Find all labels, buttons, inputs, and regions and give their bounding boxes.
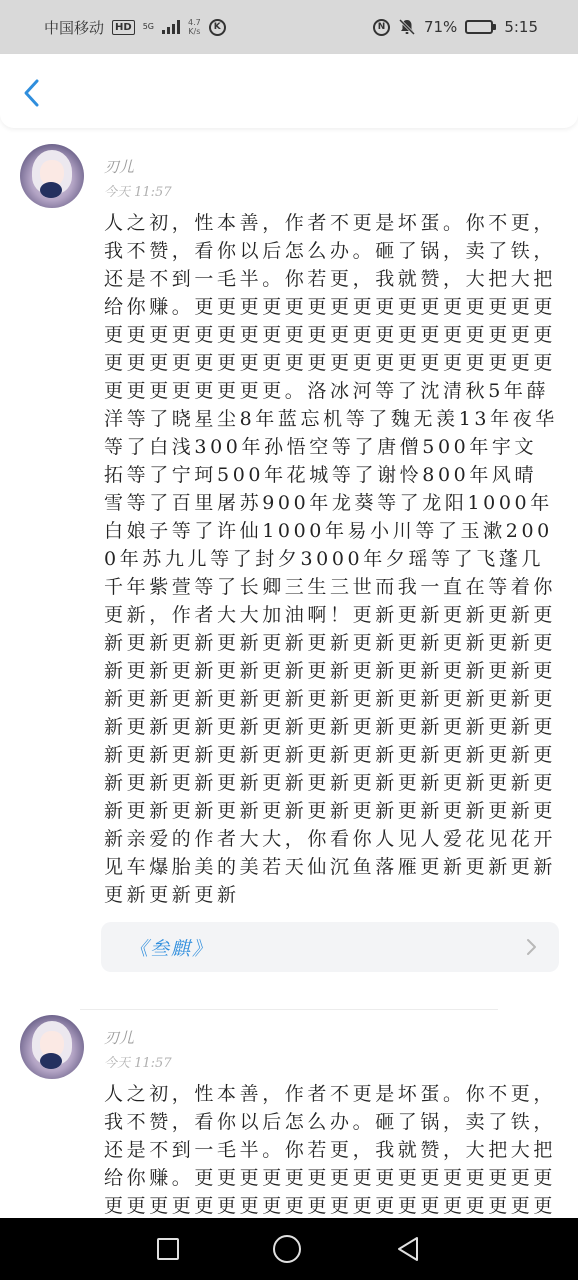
nfc-icon: N [373, 19, 390, 36]
k-app-icon: K [209, 19, 226, 36]
comment-feed [0, 128, 578, 1218]
book-title: 《叁麒》 [129, 937, 214, 960]
speed-unit: K/s [188, 27, 201, 36]
clock: 5:15 [504, 18, 538, 36]
speed-value: 4.7 [187, 18, 201, 27]
status-right [373, 18, 538, 36]
author-name[interactable]: 刃儿 [104, 158, 135, 176]
chevron-left-icon [21, 78, 41, 108]
home-button[interactable] [273, 1235, 301, 1263]
post-time: 今天 11:57 [104, 185, 172, 200]
recent-apps-button[interactable] [157, 1238, 179, 1260]
battery-percent: 71% [423, 18, 458, 36]
battery-icon [465, 20, 496, 34]
network-type: 5G [142, 22, 154, 31]
carrier-label: 中国移动 [44, 18, 105, 37]
back-triangle-button[interactable] [395, 1235, 421, 1263]
comment-text: 人之初，性本善，作者不更是坏蛋。你不更，我不赞，看你以后怎么办。砸了锅，卖了铁，还是不到一毛半。你若更，我就赞，大把大把给你赚。更更更更更更更更更更更更更更更更更更更更更更更更更更更更更更更更更更更更更更更更更更更更更更更更更更更更更更更更更更更更更更更更。洛冰河等了沈清秋5年薛洋等了晓星尘8年蓝忘机等了魏无羡13年夜华等了白浅300年孙悟空等了唐僧500年宇文拓等了宁珂500年花城等了谢怜800年风晴雪等了百里屠苏900年龙葵等了龙阳1000年白娘子等了许仙1000年易小川等了玉漱2000年苏九儿等了封夕3000年夕瑶等了飞蓬几千年紫萱等了长卿三生三世而我一直在等着你更新，作者大大加油啊！更新更新更新更新更新更新更新更新更新更新更新更新更新更新更新更新更新更新更新更新更新更新更新更新更新更新更新更新更新更新更新更新更新更新更新更新更新更新更新更新更新更新更新更新更新更新更新更新更新更新更新更新更新更新更新更新更新更新更新更新更新更新更新更新更新更新更新更新更新更新更新更新更新更新更新亲爱的作者大大，你看你人见人爱花见花开见车爆胎美的美若天仙沉鱼落雁更新更新更新更新更新更新 [104, 212, 558, 906]
comment-item [0, 144, 578, 1004]
status-left [44, 17, 226, 38]
back-button[interactable] [14, 76, 48, 110]
system-nav-bar [0, 1218, 578, 1280]
top-nav-bar [0, 54, 578, 128]
mute-bell-icon [398, 18, 416, 36]
network-speed [188, 18, 201, 36]
author-name[interactable]: 刃儿 [104, 1029, 135, 1047]
book-link-card[interactable] [101, 922, 559, 972]
comment-text: 人之初，性本善，作者不更是坏蛋。你不更，我不赞，看你以后怎么办。砸了锅，卖了铁，还是不到一毛半。你若更，我就赞，大把大把给你赚。更更更更更更更更更更更更更更更更更更更更更更更更更更更更更更更更更更更更 [104, 1083, 557, 1217]
avatar[interactable] [20, 1015, 84, 1079]
divider [80, 1009, 498, 1010]
post-time: 今天 11:57 [104, 1056, 172, 1071]
chevron-right-icon [525, 938, 537, 956]
avatar[interactable] [20, 144, 84, 208]
status-bar [0, 0, 578, 54]
comment-item [0, 1015, 578, 1218]
signal-icon [162, 20, 180, 34]
hd-badge: HD [112, 20, 135, 35]
